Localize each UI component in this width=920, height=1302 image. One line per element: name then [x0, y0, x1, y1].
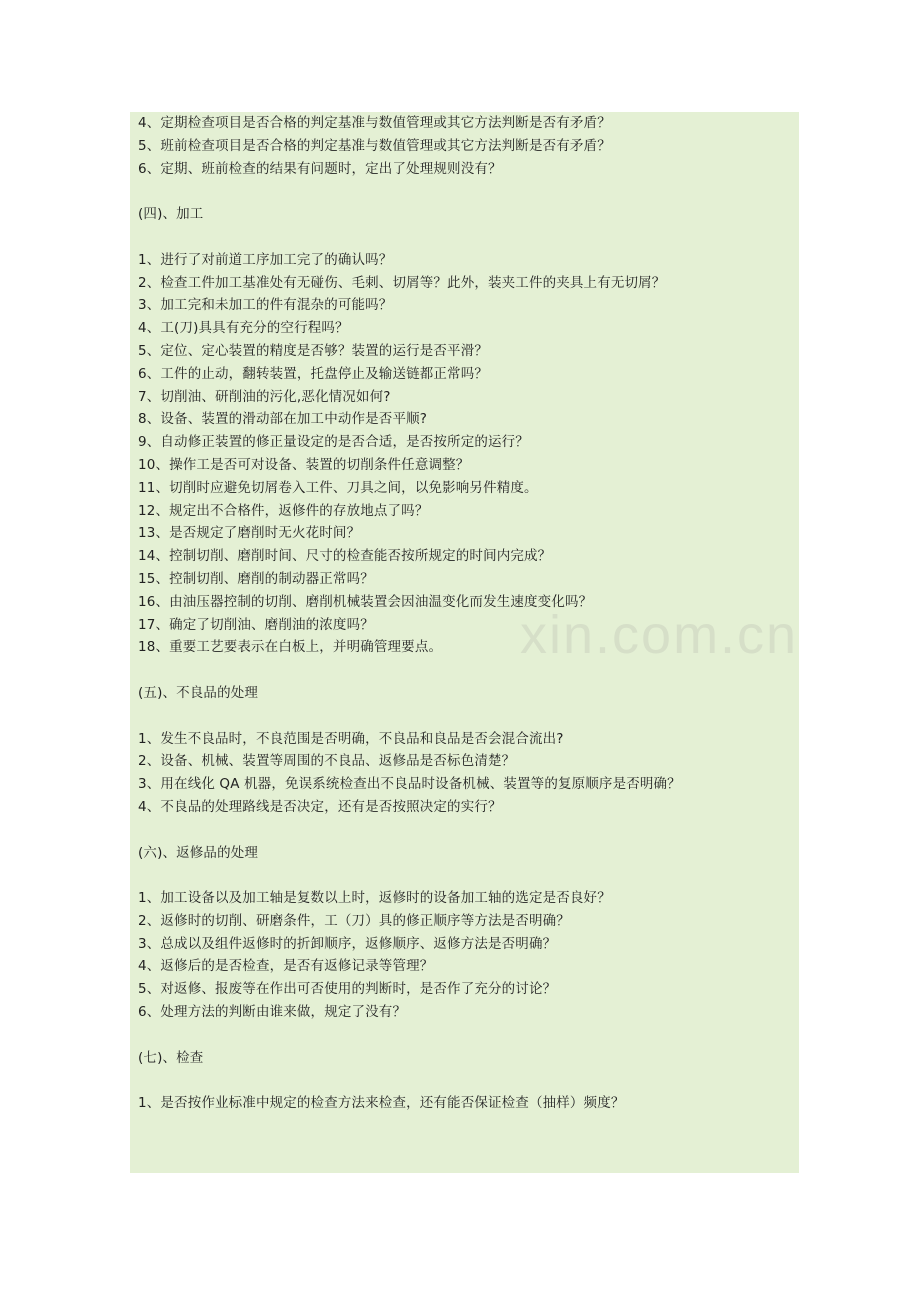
section-4-item-3: 3、加工完和未加工的件有混杂的可能吗？ [138, 297, 393, 314]
section-5-heading: (五)、不良品的处理 [138, 684, 259, 701]
section-4-item-14: 14、控制切削、磨削时间、尺寸的检查能否按所规定的时间内完成？ [138, 548, 552, 565]
section-6-item-6: 6、处理方法的判断由谁来做，规定了没有？ [138, 1004, 407, 1021]
blank-line [138, 180, 798, 203]
section-4-item-15: 15、控制切削、磨削的制动器正常吗？ [138, 570, 374, 587]
blank-line [138, 1069, 798, 1092]
section-4-item-12: 12、规定出不合格件，返修件的存放地点了吗？ [138, 502, 429, 519]
section-6-heading: (六)、返修品的处理 [138, 844, 259, 861]
section-4-item-18: 18、重要工艺要表示在白板上，并明确管理要点。 [138, 639, 443, 656]
section-3-item-4: 4、定期检查项目是否合格的判定基准与数值管理或其它方法判断是否有矛盾？ [138, 115, 611, 131]
section-3-item-5: 5、班前检查项目是否合格的判定基准与数值管理或其它方法判断是否有矛盾？ [138, 137, 611, 154]
section-4-heading: (四)、加工 [138, 206, 204, 223]
section-6-item-3: 3、总成以及组件返修时的折卸顺序，返修顺序、返修方法是否明确？ [138, 935, 557, 952]
section-4-item-13: 13、是否规定了磨削时无火花时间？ [138, 525, 361, 542]
section-4-item-7: 7、切削油、研削油的污化,恶化情况如何? [138, 388, 391, 405]
blank-line [138, 705, 798, 728]
blank-line [138, 226, 798, 249]
section-4-item-5: 5、定位、定心装置的精度是否够？装置的运行是否平滑？ [138, 342, 488, 359]
section-6-item-5: 5、对返修、报废等在作出可否使用的判断时，是否作了充分的讨论？ [138, 981, 557, 998]
section-4-item-8: 8、设备、装置的滑动部在加工中动作是否平顺? [138, 411, 428, 428]
watermark: xin.com.cn [520, 605, 799, 665]
section-6-item-4: 4、返修后的是否检查，是否有返修记录等管理？ [138, 958, 434, 975]
section-5-item-4: 4、不良品的处理路线是否决定，还有是否按照决定的实行？ [138, 798, 502, 815]
section-6-item-2: 2、返修时的切削、研磨条件，工（刀）具的修正顺序等方法是否明确？ [138, 912, 570, 929]
section-4-item-4: 4、工(刀)具具有充分的空行程吗？ [138, 320, 349, 337]
section-4-item-17: 17、确定了切削油、磨削油的浓度吗？ [138, 616, 374, 633]
section-4-item-11: 11、切削时应避免切屑卷入工件、刀具之间，以免影响另件精度。 [138, 479, 538, 496]
section-7-heading: (七)、检查 [138, 1049, 204, 1066]
section-4-item-10: 10、操作工是否可对设备、装置的切削条件任意调整？ [138, 456, 470, 473]
section-4-item-6: 6、工件的止动，翻转装置，托盘停止及输送链都正常吗？ [138, 365, 488, 382]
blank-line [138, 819, 798, 842]
section-5-item-2: 2、设备、机械、装置等周围的不良品、返修品是否标色清楚？ [138, 753, 516, 770]
section-4-item-1: 1、进行了对前道工序加工完了的确认吗？ [138, 251, 393, 268]
section-3-item-6: 6、定期、班前检查的结果有问题时，定出了处理规则没有？ [138, 160, 502, 177]
blank-line [138, 1024, 798, 1047]
section-6-item-1: 1、加工设备以及加工轴是复数以上时，返修时的设备加工轴的选定是否良好？ [138, 890, 611, 907]
blank-line [138, 864, 798, 887]
section-4-item-9: 9、自动修正装置的修正量设定的是否合适，是否按所定的运行？ [138, 434, 529, 451]
section-4-item-16: 16、由油压器控制的切削、磨削机械装置会因油温变化而发生速度变化吗？ [138, 593, 593, 610]
section-7-item-1: 1、是否按作业标准中规定的检查方法来检查，还有能否保证检查（抽样）频度？ [138, 1095, 625, 1112]
section-4-item-2: 2、检查工件加工基准处有无碰伤、毛刺、切屑等？此外，装夹工件的夹具上有无切屑？ [138, 274, 666, 291]
section-5-item-1: 1、发生不良品时，不良范围是否明确，不良品和良品是否会混合流出? [138, 730, 564, 747]
section-5-item-3: 3、用在线化 QA 机器，免误系统检查出不良品时设备机械、装置等的复原顺序是否明确？ [138, 776, 681, 793]
